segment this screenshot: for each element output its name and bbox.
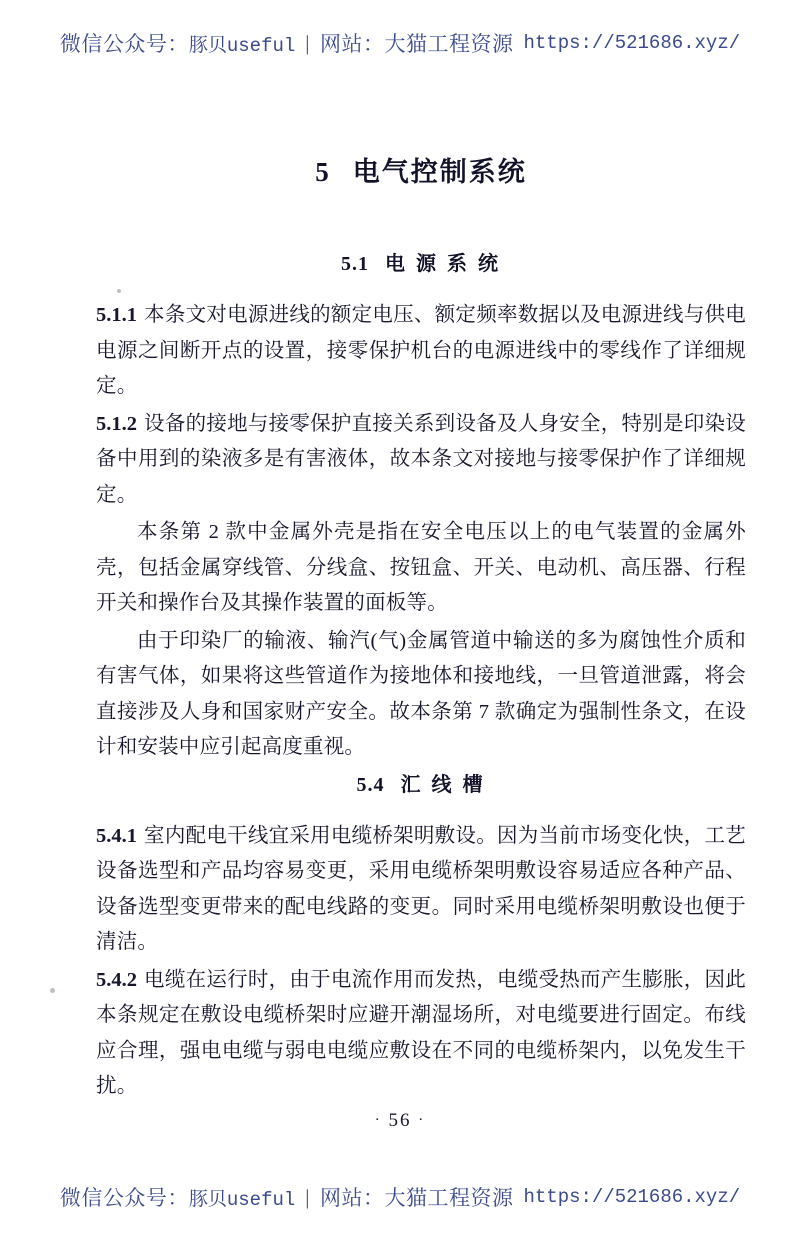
paragraph-label-5-4-2: 5.4.2 [96,968,137,991]
paragraph-5-1-2 [96,407,746,514]
wechat-label: 微信公众号： [59,1186,189,1210]
paragraph-text-5-1-2: 设备的接地与接零保护直接关系到设备及人身安全，特别是印染设备中用到的染液多是有害液体，故本条文对接地与接零保护作了详细规定。 [96,412,746,506]
banner-separator: | [305,1184,310,1209]
section-heading-5-4 [96,768,746,797]
paragraph-label-5-1-2: 5.1.2 [96,412,137,435]
scan-speck [117,289,121,293]
chapter-title: 电气控制系统 [352,157,527,187]
paragraph-5-1-2-cont-2 [96,624,746,766]
paragraph-label-5-1-1: 5.1.1 [96,304,137,326]
site-label: 网站： [320,32,385,56]
page-number-suffix: · [418,1112,426,1128]
paragraph-label-5-4-1: 5.4.1 [96,824,137,847]
watermark-banner-bottom [0,1182,800,1212]
paragraph-5-4-1 [96,819,746,961]
section-number-5-1: 5.1 [341,253,369,275]
paragraph-text-5-4-1: 室内配电干线宜采用电缆桥架明敷设。因为当前市场变化快，工艺设备选型和产品均容易变更，采用电缆桥架明敷设容易适应各种产品、设备选型变更带来的配电线路的变更。同时采用电缆桥架明敷设也便于清洁。 [96,824,746,953]
paragraph-5-1-2-cont-1 [96,515,746,622]
paragraph-text-5-1-1: 本条文对电源进线的额定电压、额定频率数据以及电源进线与供电电源之间断开点的设置，接零保护机台的电源进线中的零线作了详细规定。 [96,304,746,397]
wechat-label: 微信公众号： [59,32,189,56]
paragraph-text-5-1-2-cont-2: 由于印染厂的输液、输汽(气)金属管道中输送的多为腐蚀性介质和有害气体，如果将这些管道作为接地体和接地线，一旦管道泄露，将会直接涉及人身和国家财产安全。故本条第 7 款确定为强制性条文，在设计和安装中应引起高度重视。 [96,629,746,758]
banner-separator: | [305,30,310,55]
watermark-banner-top [0,28,800,58]
paragraph-text-5-4-2: 电缆在运行时，由于电流作用而发热，电缆受热而产生膨胀，因此本条规定在敷设电缆桥架时应避开潮湿场所，对电缆要进行固定。布线应合理，强电电缆与弱电电缆应敷设在不同的电缆桥架内，以免发生干扰。 [96,968,746,1097]
paragraph-text-5-1-2-cont-1: 本条第 2 款中金属外壳是指在安全电压以上的电气装置的金属外壳，包括金属穿线管、分线盒、按钮盒、开关、电动机、高压器、行程开关和操作台及其操作装置的面板等。 [96,521,746,614]
site-url[interactable]: https://521686.xyz/ [523,32,741,54]
section-title-5-1: 电 源 系 统 [385,253,501,275]
site-name: 大猫工程资源 [384,32,514,56]
page-number-prefix: · [374,1112,382,1128]
site-name: 大猫工程资源 [384,1186,514,1210]
section-title-5-4: 汇 线 槽 [400,773,486,796]
paragraph-5-1-1 [96,298,746,405]
chapter-heading [96,150,746,189]
wechat-account-name: 豚贝useful [188,1188,296,1211]
section-heading-5-1 [96,247,746,276]
page-number-value: 56 [388,1110,412,1131]
section-number-5-4: 5.4 [356,773,385,796]
site-label: 网站： [320,1186,385,1210]
site-url[interactable]: https://521686.xyz/ [523,1186,741,1208]
chapter-number: 5 [315,157,331,187]
paragraph-5-4-2 [96,963,746,1105]
document-body [96,150,746,1107]
scan-speck [50,988,55,993]
wechat-account-name: 豚贝useful [188,34,296,57]
page-number [0,1110,800,1132]
